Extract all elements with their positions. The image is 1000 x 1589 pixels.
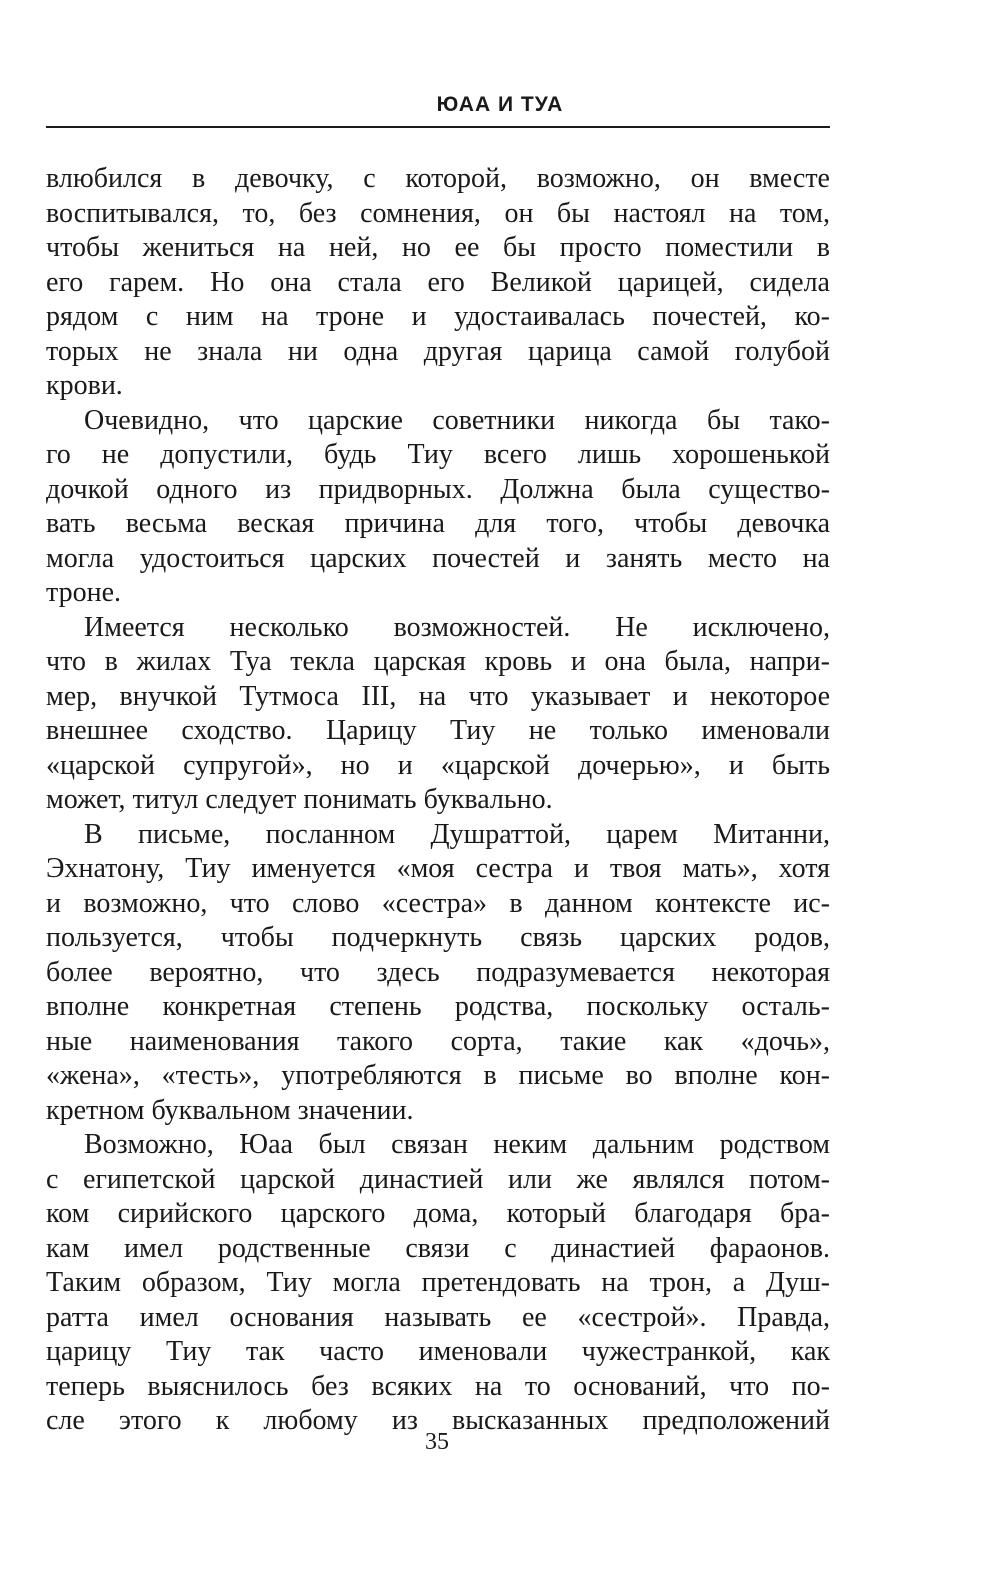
text-line: ратта имел основания называть ее «сестрой». Правда, [46, 1301, 830, 1333]
text-line: «царской супругой», но и «царской дочерью», и быть [46, 749, 830, 781]
text-line: более вероятно, что здесь подразумевается некоторая [46, 956, 830, 988]
text-line: ные наименования такого сорта, такие как «дочь», [46, 1025, 830, 1057]
text-line: Очевидно, что царские советники никогда бы тако- [84, 404, 830, 436]
text-line: Таким образом, Тиу могла претендовать на трон, а Душ- [46, 1267, 830, 1298]
text-line: пользуется, чтобы подчеркнуть связь царских родов, [46, 922, 830, 953]
text-line: что в жилах Туа текла царская кровь и она была, напри- [46, 646, 830, 677]
text-line: чтобы жениться на ней, но ее бы просто поместили в [46, 232, 830, 263]
running-title: ЮАА И ТУА [436, 93, 564, 116]
body-text [46, 162, 830, 1439]
text-line: торых не знала ни одна другая царица самой голубой [46, 335, 830, 367]
text-line: внешнее сходство. Царицу Тиу не только именовали [46, 715, 830, 746]
text-line: го не допустили, будь Тиу всего лишь хорошенькой [46, 439, 830, 470]
text-line: Возможно, Юаа был связан неким дальним родством [84, 1129, 830, 1160]
paragraph [46, 162, 830, 404]
text-line: кам имел родственные связи с династией фараонов. [46, 1232, 830, 1264]
text-line: царицу Тиу так часто именовали чужестранкой, как [46, 1336, 830, 1367]
text-line: дочкой одного из придворных. Должна была существо- [46, 473, 830, 505]
text-line: вать весьма веская причина для того, чтобы девочка [46, 508, 830, 539]
text-line: сле этого к любому из высказанных предположений [46, 1405, 830, 1436]
text-line: кретном буквальном значении. [46, 1094, 414, 1126]
text-line: влюбился в девочку, с которой, возможно, он вместе [46, 163, 830, 194]
text-line: может, титул следует понимать буквально. [46, 784, 553, 815]
text-line: с египетской царской династией или же являлся потом- [46, 1163, 830, 1195]
text-line: Имеется несколько возможностей. Не исключено, [84, 611, 830, 643]
paragraph [46, 404, 830, 611]
text-line: его гарем. Но она стала его Великой царицей, сидела [46, 266, 830, 298]
text-line: Эхнатону, Тиу именуется «моя сестра и твоя мать», хотя [46, 853, 830, 884]
header-rule [46, 126, 830, 128]
text-line: ком сирийского царского дома, который благодаря бра- [46, 1198, 830, 1229]
text-line: могла удостоиться царских почестей и занять место на [46, 542, 830, 574]
text-line: троне. [46, 577, 121, 608]
paragraph [46, 1128, 830, 1439]
page-number: 35 [425, 1429, 449, 1455]
text-line: мер, внучкой Тутмоса III, на что указывает и некоторое [46, 680, 830, 712]
text-line: В письме, посланном Душраттой, царем Митанни, [84, 818, 830, 850]
text-line: рядом с ним на троне и удостаивалась почестей, ко- [46, 301, 830, 332]
text-line: «жена», «тесть», употребляются в письме во вполне кон- [46, 1060, 830, 1091]
paragraph [46, 611, 830, 818]
text-line: и возможно, что слово «сестра» в данном контексте ис- [46, 887, 830, 919]
text-line: вполне конкретная степень родства, поскольку осталь- [46, 991, 830, 1022]
text-line: крови. [46, 370, 123, 401]
text-line: воспитывался, то, без сомнения, он бы настоял на том, [46, 197, 830, 229]
text-line: теперь выяснилось без всяких на то оснований, что по- [46, 1370, 830, 1402]
paragraph [46, 818, 830, 1129]
